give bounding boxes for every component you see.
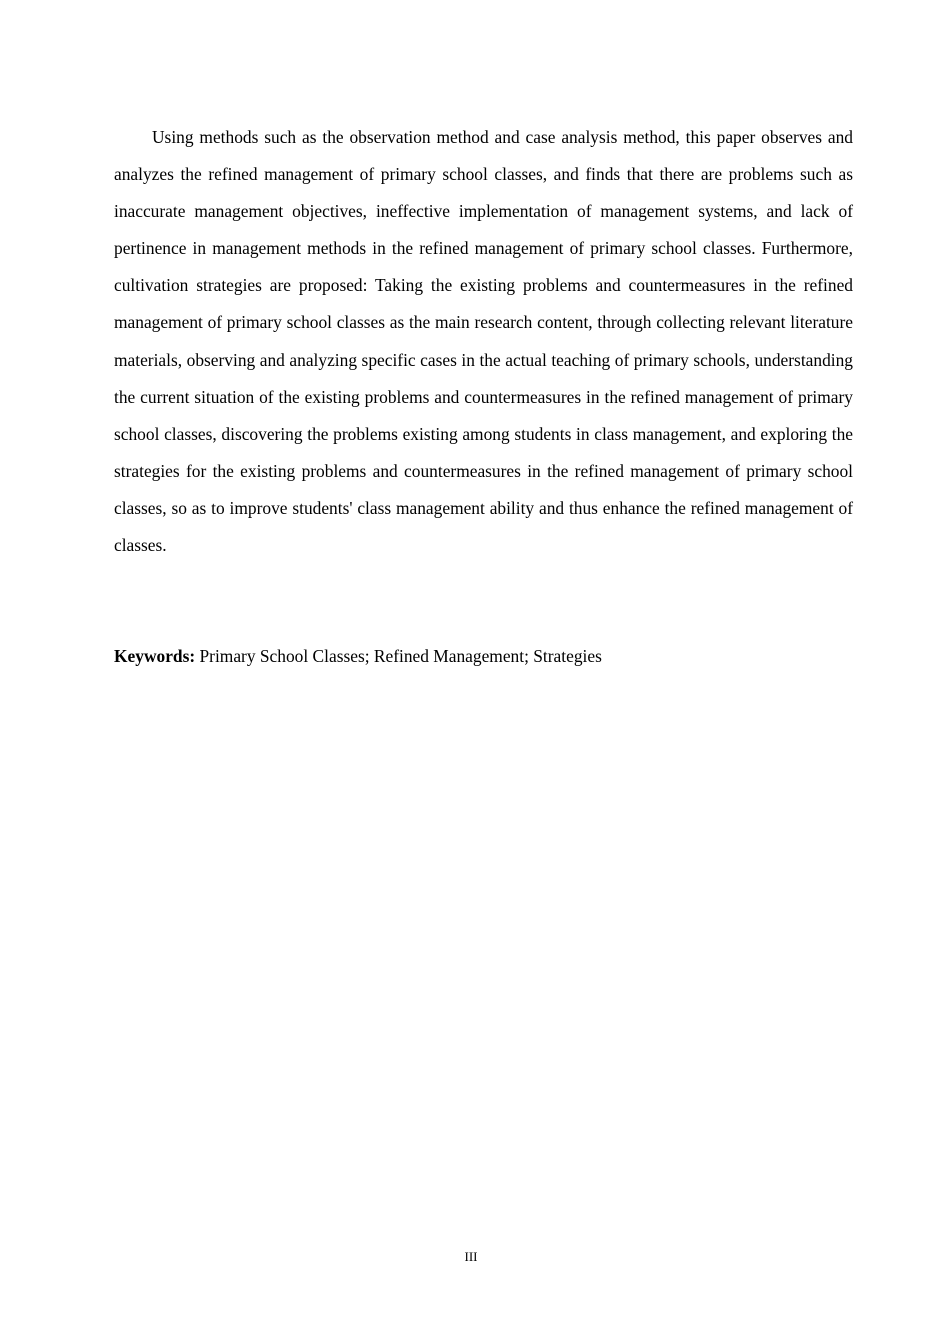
keywords-value: Primary School Classes; Refined Management; Strategies	[199, 646, 602, 666]
abstract-paragraph: Using methods such as the observation method and case analysis method, this paper observes and analyzes the refined management of primary school classes, and finds that there are problems such as inaccurate management objectives, ineffective implementation of management systems, and lack of pertinence in management methods in the refined management of primary school classes. Furthermore, cultivation strategies are proposed: Taking the existing problems and countermeasures in the refined management of primary school classes as the main research content, through collecting relevant literature materials, observing and analyzing specific cases in the actual teaching of primary schools, understanding the current situation of the existing problems and countermeasures in the refined management of primary school classes, discovering the problems existing among students in class management, and exploring the strategies for the existing problems and countermeasures in the refined management of primary school classes, so as to improve students' class management ability and thus enhance the refined management of classes.	[114, 127, 853, 556]
keywords-line	[114, 638, 853, 675]
keywords-label: Keywords:	[114, 646, 196, 666]
page-number: III	[464, 1249, 478, 1264]
